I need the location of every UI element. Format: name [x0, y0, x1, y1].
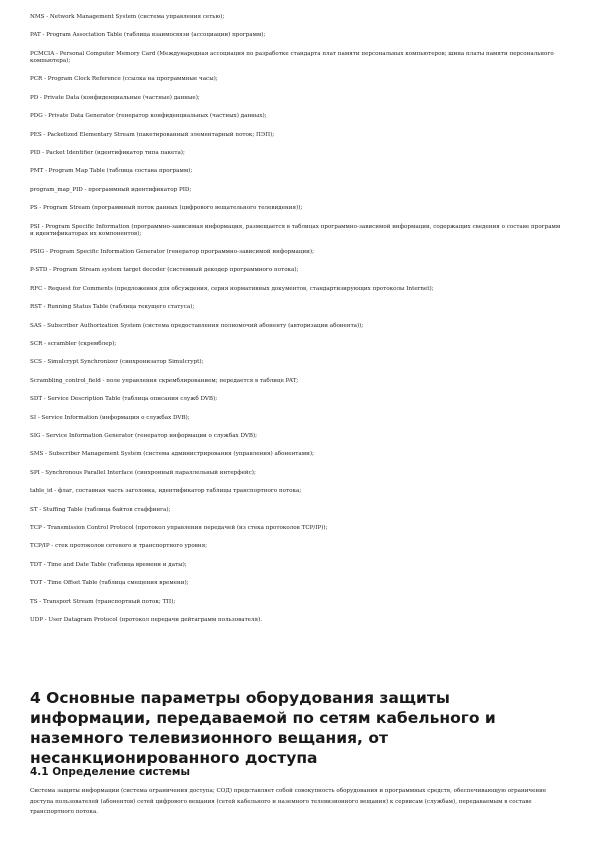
abbreviation-list — [30, 14, 565, 635]
abbreviation-item: TOT - Time Offset Table (таблица смещения времени); — [30, 580, 189, 587]
abbreviation-item: PSI - Program Specific Information (программно-зависимая информация, размещается в таблицах программно-зависимой информации, содержащих сведения о составе программ и идентификаторах их компонентов); — [30, 223, 561, 237]
abbreviation-item: NMS - Network Management System (система управления сетью); — [30, 14, 225, 20]
abbreviation-item: SI - Service Information (информация о службах DVB); — [30, 414, 190, 421]
abbreviation-item: PMT - Program Map Table (таблица состава программ); — [30, 168, 193, 175]
abbreviation-item: ST - Stuffing Table (таблица байтов стаффинга); — [30, 506, 171, 513]
abbreviation-item: PCMCIA - Personal Computer Memory Card (Международная ассоциация по разработке стандарта плат памяти персональных компьютеров; шина платы памяти персонального компьютера); — [30, 50, 554, 64]
abbreviation-item: PSIG - Program Specific Information Generator (генератор программно-зависимой информации); — [30, 249, 314, 256]
abbreviation-item: SPI - Synchronous Parallel Interface (синхронный параллельный интерфейс); — [30, 469, 256, 476]
abbreviation-item: Scrambling_control_field - поле управления скремблированием; передается в таблице PAT; — [30, 377, 299, 384]
abbreviation-item: SIG - Service Information Generator (генератор информации о службах DVB); — [30, 433, 258, 439]
abbreviation-item: PS - Program Stream (программный поток данных (цифрового вещательного телевидения)); — [30, 205, 303, 212]
abbreviation-item: TCP/IP - стек протоколов сетевого и транспортного уровня; — [30, 543, 208, 550]
abbreviation-item: SAS - Subscriber Authorization System (система предоставления полномочий абоненту (авторизации абонента)); — [30, 322, 364, 329]
abbreviation-item: UDP - User Datagram Protocol (протокол передачи дейтаграмм пользователя). — [30, 616, 263, 623]
abbreviation-item: table_id - флаг, составная часть заголовка, идентификатор таблицы транспортного потока; — [30, 488, 302, 495]
abbreviation-item: SCS - Simulcrypt Synchronizer (синхронизатор Simulcrypt); — [30, 359, 204, 366]
section-heading: 4 Основные параметры оборудования защиты информации, передаваемой по сетям кабельного и наземного телевизионного вещания, от несанкционированного доступа — [30, 689, 496, 767]
abbreviation-item: SMS - Subscriber Management System (система администрирования (управления) абонентами); — [30, 451, 314, 458]
abbreviation-item: PD - Private Data (конфиденциальные (частные) данные); — [30, 94, 200, 101]
abbreviation-item: PAT - Program Association Table (таблица взаимосвязи (ассоциации) программ); — [30, 32, 266, 39]
abbreviation-item: PES - Packetized Elementary Stream (пакетированный элементарный поток; ПЭП); — [30, 131, 275, 138]
abbreviation-item: PCR - Program Clock Reference (ссылка на программные часы); — [30, 76, 218, 83]
abbreviation-item: TDT - Time and Date Table (таблица времени и даты); — [30, 561, 187, 568]
abbreviation-item: TS - Transport Stream (транспортный поток; ТП); — [30, 598, 176, 605]
abbreviation-item: SDT - Service Description Table (таблица описания служб DVB); — [30, 396, 218, 403]
abbreviation-item: TCP - Transmission Control Protocol (протокол управления передачей (из стека протоколов TCP/IP)); — [30, 524, 328, 531]
body-paragraph: Система защиты информации (система ограничения доступа; СОД) представляет собой совокупность оборудования и программных средств, обеспечивающую ограничение доступа пользователей (абонентов) сетей цифрового вещания (сетей кабельного и наземного телевизионного вещания) к сервисам (службам), передаваемым в составе транспортного потока. — [30, 788, 547, 815]
abbreviation-item: PDG - Private Data Generator (генератор конфиденциальных (частных) данных); — [30, 113, 267, 120]
subsection-heading: 4.1 Определение системы — [30, 766, 190, 778]
abbreviation-item: PID - Packet Identifier (идентификатор типа пакета); — [30, 149, 185, 156]
abbreviation-item: RFC - Request for Comments (предложения для обсуждения, серия нормативных документов, стандартизирующих протоколы Internet); — [30, 285, 434, 292]
abbreviation-item: SCR - scrambler (скремблер); — [30, 341, 117, 348]
abbreviation-item: RST - Running Status Table (таблица текущего статуса); — [30, 304, 195, 311]
abbreviation-item: P-STD - Program Stream system target decoder (системный декодер программного потока); — [30, 267, 299, 274]
abbreviation-item: program_map_PID - программный идентификатор PID; — [30, 186, 192, 193]
